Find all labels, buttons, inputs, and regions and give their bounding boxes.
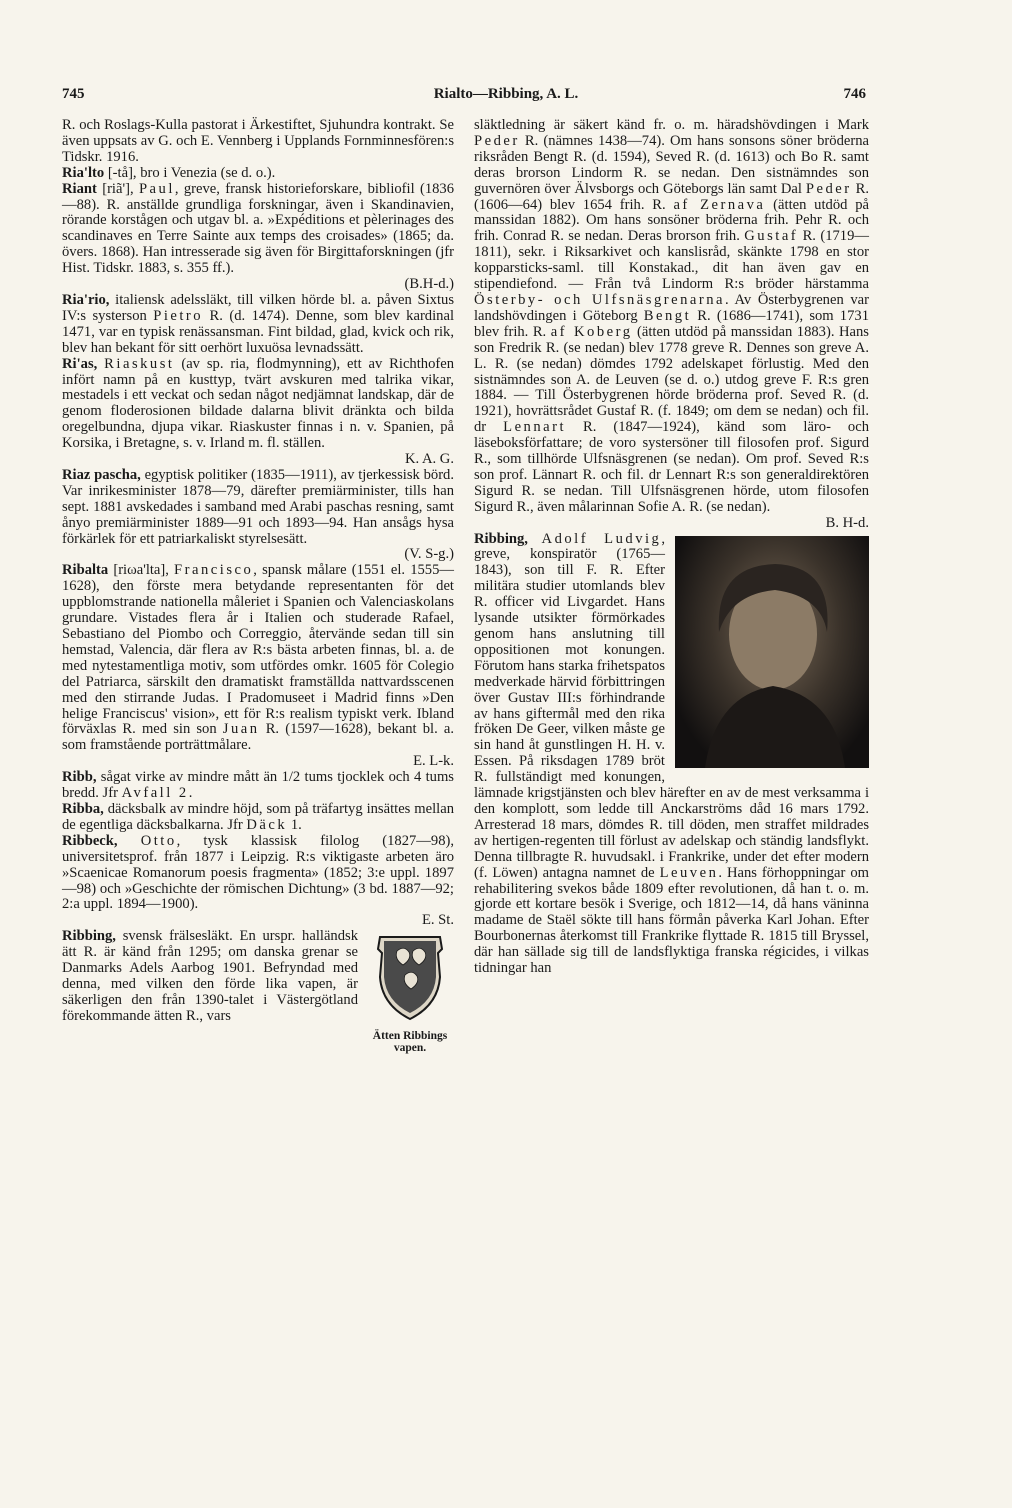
portrait-icon	[675, 536, 869, 768]
entry-text: (ätten utdöd på manssidan 1883). Hans son Fredrik R. (se nedan) blev 1778 greve R. Dennes son greve A. L. R. (se nedan) dömdes 1792 adelskapet förlustig. Med den sistnämndes son A. de Leuven (se d. o.) utdog greve F. R:s gren 1884. — Till Österbygrenen hörde bröderna prof. Seved R. (d. 1921), hovrättsrådet Gustaf R. (f. 1849; om dem se nedan) och fil. dr	[474, 323, 869, 436]
entry-text: släktledning är säkert känd fr. o. m. häradshövdingen i Mark	[474, 117, 869, 133]
author-signature: E. L-k.	[413, 753, 454, 770]
spaced-name: Otto	[140, 832, 177, 849]
entry-rialto	[62, 166, 454, 182]
entry-riant	[62, 182, 454, 293]
headword: Riant	[62, 180, 97, 197]
entry-text: R. (1606—64) blev 1654 frih. R.	[474, 180, 869, 213]
cross-reference: Avfall 2	[121, 785, 189, 802]
entry-continuation: R. och Roslags-Kulla pastorat i Ärkestiftet, Sjuhundra kontrakt. Se även uppsats av G. och E. Vennberg i Upplands Fornminnesfören:s Tidskr. 1916.	[62, 117, 454, 165]
spaced-name: Adolf Ludvig	[541, 530, 662, 547]
author-signature: (V. S-g.)	[404, 546, 454, 563]
headword: Ribalta	[62, 562, 109, 579]
spaced-name: Leuven	[659, 864, 719, 881]
headword: Ribbing,	[62, 928, 116, 945]
entry-text: däcksbalk av mindre höjd, som på träfartyg insättes mellan de egentliga däcksbalkarna. Jfr	[62, 800, 454, 833]
author-signature: B. H-d.	[825, 514, 869, 531]
spaced-name: Peder	[805, 180, 852, 197]
entry-text: , greve, fransk historieforskare, bibliofil (1836—88). R. anställde grundliga forskningar, även i Skandinavien, rörande korstågen och utgav bl. a. »Expéditions et pèlerinages des scandinaves en Terre Sainte aux temps des croisades» (1865; da. övers. 1868). Han intresserade sig även för Birgittaforskningen (jfr Hist. Tidskr. 1883, s. 355 ff.).	[62, 180, 455, 277]
spaced-name: Bengt	[643, 307, 692, 324]
spaced-name: Paul	[138, 180, 175, 197]
author-signature: (B.H-d.)	[404, 276, 454, 293]
coat-of-arms-icon	[368, 931, 452, 1025]
entry-text: italiensk adelssläkt, till vilken hörde bl. a. påven Sixtus IV:s systerson	[62, 291, 454, 324]
entry-ribbing-continued	[474, 118, 869, 532]
entry-text: R. (1847—1924), känd som läro- och läseboksförfattare; de voro systersöner till filosofen prof. Sigurd R., som tillhörde Ulfsnäsgrenen (se nedan). Om prof. Seved R:s son prof. Lännart R. och fil. dr Lennart R:s son generaldirektören Sigurd R. se nedan. Till Ulfsnäsgrenen hörde, utom filosofen Sigurd R., även målarinnan Sofie A. R. (se nedan).	[474, 419, 869, 515]
spaced-name: Gustaf	[744, 228, 799, 245]
entry-text: . Hans förhoppningar om rehabilitering svekos både 1809 efter revolutionen, då han t. o. m. gjorde ett kortare besök i Sverige, och 1812—14, då hans väninna madame de Staël sökte till hans förmån påverka Karl Johan. Efter Bourbonernas återkomst till Frankrike flyttade R. 1815 till Bryssel, där han sällade sig till de landsflyktiga franska régicides, i vilkas tidningar han	[474, 864, 869, 977]
entry-text: egyptisk politiker (1835—1911), av tjerkessisk börd. Var inrikesminister 1878—79, därefter premiärminister, tills han sept. 1881 avskedades i samband med Arabi paschas resning, samt ånyo premiärminister 1889—91 och 1893—94. Han ansågs hysa förkärlek för ett patriarkaliskt styrelsesätt.	[62, 466, 454, 547]
spaced-name: Juan	[222, 721, 260, 738]
author-signature: K. A. G.	[404, 451, 454, 468]
headword: Ribb,	[62, 769, 97, 786]
entry-text: 1.	[287, 816, 302, 833]
entry-ribbing-adolf-ludvig	[474, 532, 869, 977]
pronunciation: [riã'],	[96, 180, 139, 197]
spaced-name: af Zernava	[673, 196, 766, 213]
entry-text: R. (1686—1741), som 1731 blev frih. R.	[474, 307, 869, 340]
spaced-name: Österby- och Ulfsnäsgrenarna	[474, 291, 725, 308]
emblem-caption: Ätten Ribbings vapen.	[372, 1030, 448, 1055]
entry-ribba	[62, 802, 454, 834]
entry-text: R. (nämnes 1438—74). Om hans sonsons söner bröderna riksråden Bengt R. (d. 1594), Seved R. (d. 1613) och Bo R. samt deras brorson Lindorm R. se nedan. Den sistnämndes son guvernören över Älvsborgs och Göteborgs län samt Dal	[474, 132, 869, 197]
entry-riaz	[62, 468, 454, 563]
left-column	[62, 118, 454, 1054]
spaced-name: Riaskust	[104, 355, 175, 372]
fraction: 1/2	[281, 769, 301, 786]
spaced-name: Francisco	[174, 562, 254, 579]
headword: Ria'lto	[62, 164, 105, 181]
spaced-name: Pietro	[153, 307, 204, 324]
entry-ribalta	[62, 563, 454, 770]
page-number-right: 746	[843, 86, 866, 102]
entry-text: (av sp. ria, flodmynning), ett av Richthofen infört namn på en kusttyp, tvärt avskuren med talrika vikar, mestadels i ett veckat och sedan något nedjämnat landskap, där de genom floderosionen bildade dalarna blivit dränkta och bilda oregelbundna, djupa vikar. Riaskuster finnas i n. v. Spanien, på Korsika, i Bretagne, s. v. Irland m. fl. ställen.	[62, 355, 455, 452]
entry-text: R. (1597—1628), bekant bl. a. som framstående porträttmålare.	[62, 721, 454, 754]
entry-text: (ätten utdöd på manssidan 1882). Om hans sonsöner bröderna frih. Pehr R. och frih. Conrad R. se nedan. Deras brorson frih.	[474, 196, 869, 245]
coat-of-arms-figure	[366, 931, 454, 1054]
entry-text: sågat virke av mindre mått än	[96, 769, 282, 786]
headword: Riaz pascha,	[62, 466, 141, 483]
entry-ribbeck	[62, 834, 454, 929]
spaced-name: Lennart	[503, 419, 567, 436]
headword: Ribba,	[62, 800, 104, 817]
headword: Ria'rio,	[62, 291, 110, 308]
entry-text: svensk frälsesläkt. En urspr. halländsk ätt R. är känd från 1295; om danska grenar se Danmarks Adels Aarbog 1901. Befryndad med denna, med vilken den förde lika vapen, är säkerligen den från 1390-talet i Västergötland förekommande ätten R., vars	[62, 928, 358, 1024]
spaced-name: Peder	[474, 132, 520, 149]
right-column	[474, 118, 869, 977]
entry-text: R. (d. 1474). Denne, som blev kardinal 1471, var en typisk renässansman. Fint bildad, glad, kvick och rik, blev han bekant för sitt oerhört luxuösa levnadssätt.	[62, 307, 454, 356]
entry-text: [-tå], bro i Venezia (se d. o.).	[104, 164, 276, 181]
entry-text: , greve, konspiratör (1765—1843), son till F. R. Efter militära studier utomlands blev R. officer vid Livgardet. Hans lysande utsikter förmörkades genom hans anslutning till oppositionen mot konungen. Förutom hans starka frihetspatos medverkade härvid förbittringen över Gustav III:s förhindrande av hans giftermål med den rika fröken De Geer, vilken måste ge sin hand åt gunstlingen H. H. v. Essen. På riksdagen 1789 bröt R. fullständigt med konungen, lämnade krigstjänsten och blev härefter en av de mest verksamma i den komplott, som ledde till Anckarströms dåd 16 mars 1792. Arresterad 18 mars, dömdes R. till döden, men straffet mildrades av hertigen-regenten till förlust av adelskap och ständig landsflykt. Denna tillbragte R. huvudsakl. i Frankrike, under det efter modern (f. Löwen) antagna namnet de	[474, 530, 869, 881]
entry-text: . Av Österbygrenen var landshövdingen i Göteborg	[474, 291, 869, 324]
headword: Ri'as,	[62, 355, 98, 372]
entry-riario	[62, 293, 454, 357]
page-number-left: 745	[62, 86, 85, 102]
headword: Ribbing,	[474, 530, 528, 547]
author-signature: E. St.	[421, 912, 454, 929]
entry-text: tums tjocklek och 4 tums bredd. Jfr	[62, 769, 454, 802]
running-title: Rialto—Ribbing, A. L.	[433, 86, 579, 102]
entry-ribb	[62, 770, 454, 802]
entry-text: .	[188, 785, 193, 802]
entry-text: , spansk målare (1551 el. 1555—1628), den förste mera betydande representanten för det uppblomstrande nationella måleriet i Spanien och Valenciaskolans grundare. Vistades flera år i Italien och studerade Rafael, Sebastiano del Piombo och Correggio, återvände sedan till sin hemstad, Valencia, där flera av R:s bästa arbeten finnas, bl. a. de med nytestamentliga motiv, som utfördes omkr. 1605 för Colegio del Patriarca, särskilt den dramatiskt framställda nattvardsscenen med den stirrande Judas. I Pradomuseet i Madrid finns »Den helige Franciscus' vision», ett för R:s realism typiskt verk. Ibland förväxlas R. med sin son	[62, 562, 454, 738]
entry-text: R. (1719—1811), sekr. i Riksarkivet och kanslisråd, skänkte 1798 en stor kopparsticks-saml. till Konstakad., dit han även gav en stipendiefond. — Från två Lindorm R:s bröder härstamma	[474, 228, 869, 293]
entry-text: , tysk klassisk filolog (1827—98), universitetsprof. från 1877 i Leipzig. R:s viktigaste arbeten äro »Scaenicae Romanorum poesis fragmenta» (1852; 3:e uppl. 1897—98) och »Geschichte der römischen Dichtung» (3 bd. 1887—92; 2:a uppl. 1894—1900).	[62, 832, 454, 913]
entry-rias	[62, 357, 454, 468]
pronunciation: [riωa'lta],	[108, 562, 175, 579]
headword: Ribbeck,	[62, 832, 118, 849]
spaced-name: af Koberg	[550, 323, 633, 340]
cross-reference: Däck	[246, 816, 288, 833]
portrait-image	[675, 536, 869, 768]
